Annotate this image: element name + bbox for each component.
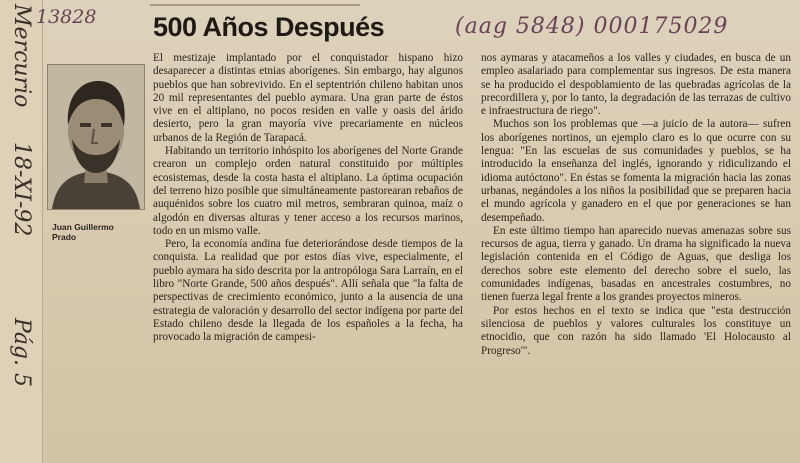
paragraph: Habitando un territorio inhóspito los aborígenes del Norte Grande crearon un complejo orden natural constituido por múltiples ecosistemas, desde la costa hasta el altiplano. La óptima ocupación del terreno hizo posible que simultáneamente pastorearan rebaños de auquénidos sobre los cuatro mil metros, sembraran quinoa, maíz o algodón en diversas alturas y tener acceso a los recursos marinos, todo en un mismo valle.	[153, 145, 463, 237]
archive-code-handwritten: (aag 5848) 000175029	[455, 14, 729, 39]
author-photo	[47, 64, 145, 210]
author-caption: Juan Guillermo Prado	[52, 222, 114, 242]
margin-date-note: 18-XI-92	[9, 142, 34, 237]
paragraph: nos aymaras y atacameños a los valles y ciudades, en busca de un empleo asalariado para complementar sus ingresos. De esta manera se ha producido el despoblamiento de las quebradas agrícolas de la precordillera y, por lo tanto, la degradación de las terrazas de cultivo e infraestructura de riego".	[481, 52, 791, 118]
paragraph: En este último tiempo han aparecido nuevas amenazas sobre sus recursos de agua, tierra y ganado. Un drama ha significado la nueva legislación contenida en el Código de Aguas, que desliga los derechos sobre este elemento del derecho sobre el suelo, las comunidades indígenas, basadas en ancestrales costumbres, no tienen fuerza legal frente a los grandes proyectos mineros.	[481, 224, 791, 304]
paragraph: El mestizaje implantado por el conquistador hispano hizo desaparecer a distintas etnias aborígenes. Sin embargo, hay algunos pueblos que han sobrevivido. En el septentrión chileno habitan unos 20 mil representantes del pueblo aymara. Una gran parte de éstos vive en el altiplano, no pocos residen en valle y oasis del árido desierto, pero la gran mayoría vive precariamente en núcleos urbanos de la Región de Tarapacá.	[153, 52, 463, 144]
paragraph: Por estos hechos en el texto se indica que "esta destrucción silenciosa de pueblos y valores culturales los constituye un etnocidio, que con razón ha sido llamado 'El Holocausto al Progreso'".	[481, 304, 791, 357]
paragraph: Pero, la economía andina fue deteriorándose desde tiempos de la conquista. La realidad que por estos días vive, especialmente, el pueblo aymara ha sido descrita por la antropóloga Sara Larraín, en el libro "Norte Grande, 500 años después". Allí señala que "la falta de perspectivas de crecimiento económico, junto a la ausencia de una estrategia de valoración y desarrollo del sector indígena por parte del Estado chileno desde la llegada de los españoles a la fecha, ha provocado la migración de campesi-	[153, 238, 463, 344]
article-title: 500 Años Después	[153, 12, 385, 42]
paragraph: Muchos son los problemas que —a juicio de la autora— sufren los aborígenes nortinos, un ejemplo claro es lo que ocurre con su lengua: "En las escuelas de sus comunidades y pueblos, se ha introducido la enseñanza del inglés, ignorando y ridiculizando el idioma autóctono". En éstas se fomenta la migración hacia las zonas urbanas, negándoles a los niños la posibilidad que se preparen hacia el mundo agrícola y ganadero en el que por generaciones se han desempeñado.	[481, 118, 791, 224]
margin-source-note: Mercurio	[9, 4, 34, 108]
top-rule	[150, 4, 360, 6]
handwritten-margin	[0, 0, 43, 463]
article-column-right	[481, 52, 791, 462]
margin-page-note: Pág. 5	[9, 318, 34, 387]
clip-number-handwritten: 13828	[36, 6, 97, 28]
author-portrait-image	[48, 65, 144, 209]
article-column-left	[153, 52, 463, 462]
